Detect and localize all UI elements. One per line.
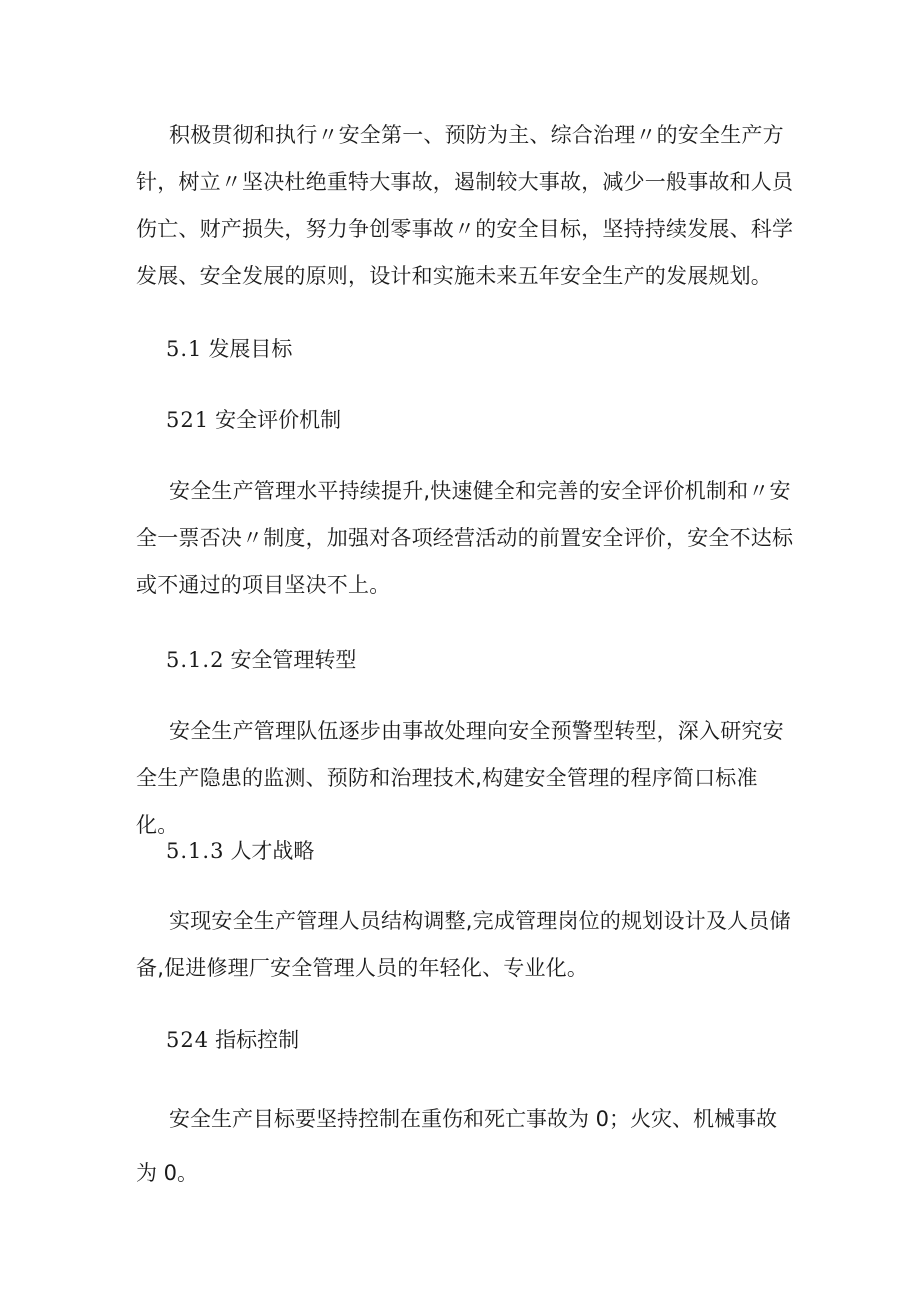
section-body-5-1-4-line1: 安全生产目标要坚持控制在重伤和死亡事故为 0；火灾、机械事故 bbox=[169, 1107, 778, 1131]
section-heading-5-1-1 bbox=[166, 405, 341, 435]
section-title: 安全评价机制 bbox=[215, 408, 342, 432]
section-number: 521 bbox=[166, 408, 210, 432]
section-number: 524 bbox=[166, 1028, 210, 1052]
section-body-5-1-2: 安全生产管理队伍逐步由事故处理向安全预警型转型，深入研究安全生产隐患的监测、预防和治理技术,构建安全管理的程序简口标准化。 bbox=[136, 719, 784, 837]
section-heading-5-1-3 bbox=[166, 836, 314, 866]
section-heading-5-1-4 bbox=[166, 1025, 299, 1055]
section-number: 5.1.2 bbox=[166, 648, 225, 672]
section-body-5-1-3: 实现安全生产管理人员结构调整,完成管理岗位的规划设计及人员储备,促进修理厂安全管理人员的年轻化、专业化。 bbox=[136, 909, 791, 980]
intro-paragraph: 积极贯彻和执行〃安全第一、预防为主、综合治理〃的安全生产方针，树立〃坚决杜绝重特大事故，遏制较大事故，减少一般事故和人员伤亡、财产损失，努力争创零事故〃的安全目标，坚持持续发展、科学发展、安全发展的原则，设计和实施未来五年安全生产的发展规划。 bbox=[136, 123, 794, 288]
section-heading-5-1-2 bbox=[166, 645, 356, 675]
section-title: 人才战略 bbox=[230, 839, 315, 863]
section-title: 发展目标 bbox=[208, 337, 293, 361]
section-number: 5.1.3 bbox=[166, 839, 225, 863]
section-body-5-1-4-line2: 为 0。 bbox=[136, 1161, 199, 1185]
section-body-5-1-1: 安全生产管理水平持续提升,快速健全和完善的安全评价机制和〃安全一票否决〃制度，加强对各项经营活动的前置安全评价，安全不达标或不通过的项目坚决不上。 bbox=[136, 479, 794, 597]
section-title: 指标控制 bbox=[215, 1028, 300, 1052]
section-heading-5-1 bbox=[166, 334, 292, 364]
section-title: 安全管理转型 bbox=[230, 648, 357, 672]
section-number: 5.1 bbox=[166, 337, 203, 361]
